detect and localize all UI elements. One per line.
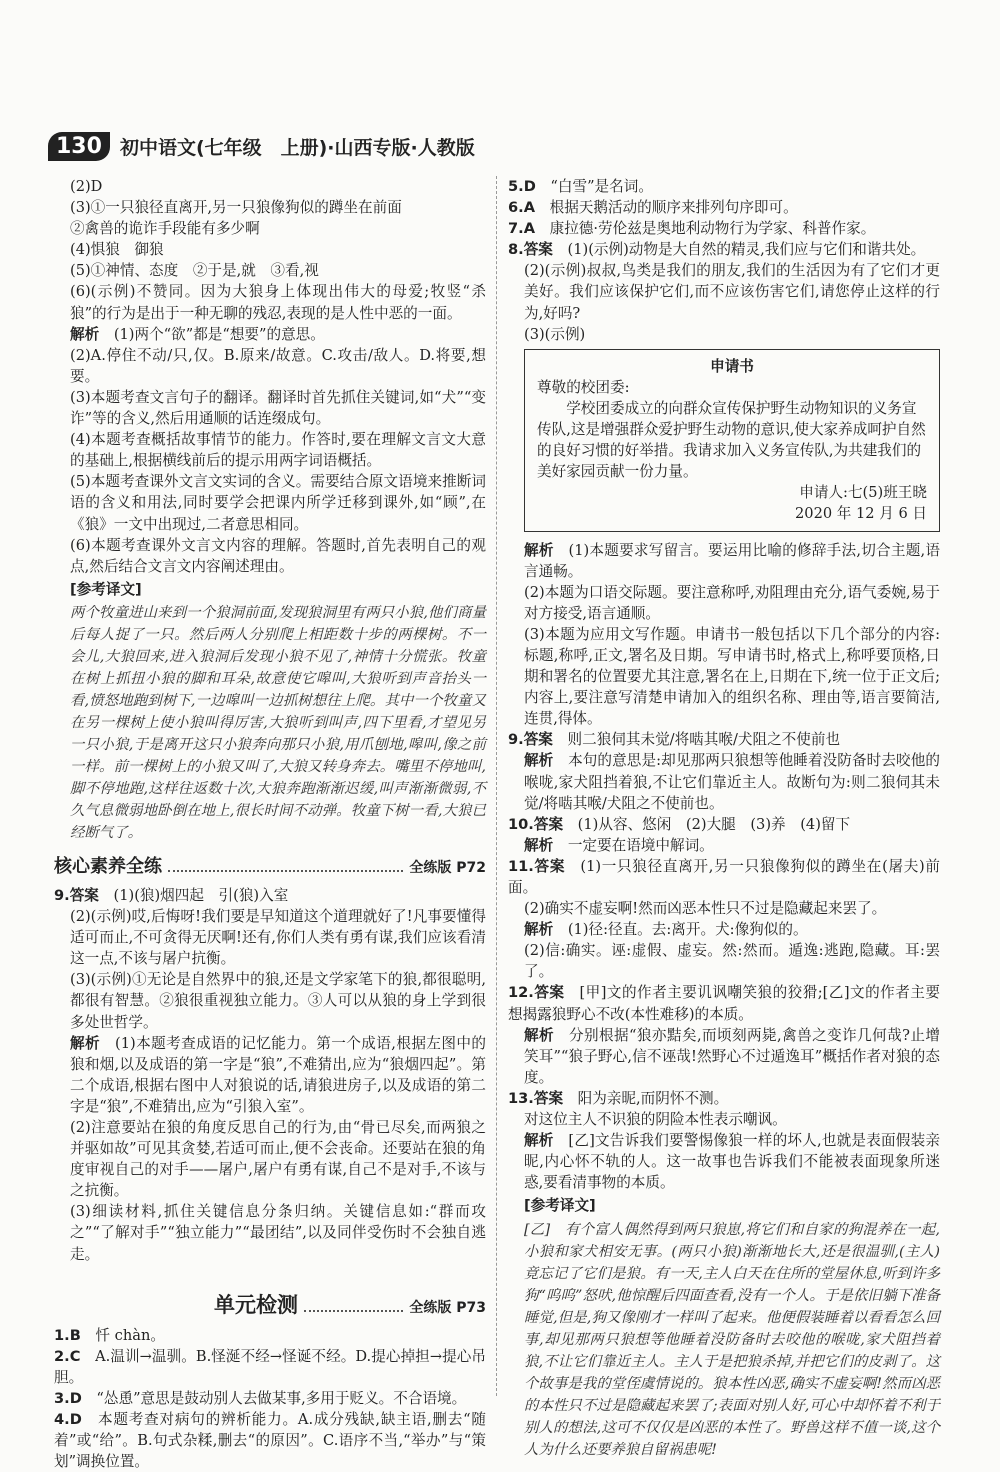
section-ref: 全练版 P73: [409, 1299, 486, 1316]
analysis-line: 解析 (1)本题考查成语的记忆能力。第一个成语,根据左图中的狼和烟,以及成语的第一字是“狼”,不难猜出,应为“狼烟四起”。第二个成语,根据右图中人对狼说的话,请狼进房子,以及成语的第二字是“狼”,不难猜出,应为“引狼入室”。: [70, 1034, 486, 1115]
answer-line: (2)确实不虚妄啊!然而凶恶本性只不过是隐藏起来罢了。: [524, 900, 887, 918]
analysis-line: (2)本题为口语交际题。要注意称呼,劝阻理由充分,语气委婉,易于对方接受,语言通顺。: [524, 583, 940, 622]
question-answer: 5.D “白雪”是名词。: [508, 178, 653, 195]
page-header: [48, 128, 475, 164]
application-letter-box: [524, 349, 940, 532]
section-title: 单元检测: [214, 1292, 298, 1317]
analysis-line: 解析 分别根据“狼亦黠矣,而顷刻两毙,禽兽之变诈几何哉?止增笑耳”“狼子野心,信不诬哉!然野心不过遁逸耳”概括作者对狼的态度。: [524, 1026, 940, 1086]
question-answer: 7.A 康拉德·劳伦兹是奥地利动物行为学家、科普作家。: [508, 220, 876, 238]
answer-line: (3)(示例): [524, 325, 586, 343]
book-title: 初中语文(七年级 上册)·山西专版·人教版: [119, 136, 475, 159]
analysis-line: (2)信:确实。诬:虚假、虚妄。然:然而。遁逸:逃跑,隐藏。耳:罢了。: [524, 942, 940, 981]
analysis-line: (5)本题考查课外文言文实词的含义。需要结合原文语境来推断词语的含义和用法,同时要学会把课内所学迁移到课外,如“顾”,在《狼》一文中出现过,二者意思相同。: [70, 473, 486, 533]
answer-line: (4)惧狼 御狼: [70, 241, 164, 259]
reference-translation-label: [参考译文]: [70, 580, 142, 598]
analysis-line: 解析 [乙]文告诉我们要警惕像狼一样的坏人,也就是表面假装亲昵,内心怀不轨的人。这一故事也告诉我们不能被表面现象所迷惑,要看清事物的本质。: [524, 1132, 940, 1192]
left-column: [54, 176, 486, 1472]
page-number: 130: [48, 132, 110, 161]
letter-greeting: 尊敬的校团委:: [537, 378, 630, 396]
question-answer: 8.答案 (1)(示例)动物是大自然的精灵,我们应与它们和谐共处。: [508, 241, 926, 259]
reference-translation-label: [参考译文]: [524, 1197, 596, 1215]
letter-signature: 申请人:七(5)班王晓: [799, 484, 927, 502]
answer-line: (2)(示例)叔叔,鸟类是我们的朋友,我们的生活因为有了它们才更美好。我们应该保护它们,而不应该伤害它们,请您停止这样的行为,好吗?: [524, 262, 940, 322]
question-answer: 6.A 根据天鹅活动的顺序来排列句序即可。: [508, 199, 798, 217]
section-ref: 全练版 P72: [409, 859, 486, 876]
letter-body: 学校团委成立的向群众宣传保护野生动物知识的义务宣传队,这是增强群众爱护野生动物的意识,使大家养成呵护自然的良好习惯的好举措。我请求加入义务宣传队,为共建我们的美好家园贡献一份力量。: [537, 399, 926, 481]
analysis-label: 解析: [70, 325, 100, 343]
answer-line: (5)①神情、态度 ②于是,就 ③看,视: [70, 262, 319, 280]
answer-line: (3)①一只狼径直离开,另一只狼像狗似的蹲坐在前面: [70, 199, 402, 217]
question-answer: 1.B 忏 chàn。: [54, 1326, 165, 1344]
analysis-line: 解析 一定要在语境中解词。: [524, 836, 714, 854]
reference-translation: 两个牧童进山来到一个狼洞前面,发现狼洞里有两只小狼,他们商量后每人捉了一只。然后两人分别爬上相距数十步的两棵树。不一会儿,大狼回来,进入狼洞后发现小狼不见了,神情十分慌张。牧童在树上抓扭小狼的脚和耳朵,故意使它嗥叫,大狼听到声音抬头一看,愤怒地跑到树下,一边嗥叫一边抓树想往上爬。其中一个牧童又在另一棵树上使小狼叫得厉害,大狼听到叫声,四下里看,才望见另一只小狼,于是离开这只小狼奔向那只小狼,用爪刨地,嗥叫,像之前一样。前一棵树上的小狼又叫了,大狼又转身奔去。嘴里不停地叫,脚不停地跑,这样往返数十次,大狼奔跑渐渐迟缓,叫声渐渐微弱,不久气息微弱地卧倒在地上,很长时间不动弹。牧童下树一看,大狼已经断气了。: [70, 604, 486, 841]
analysis-line: (6)本题考查课外文言文内容的理解。答题时,首先表明自己的观点,然后结合文言文内容阐述理由。: [70, 536, 486, 575]
section-heading-core: [54, 856, 486, 879]
analysis-line: 解析 (1)径:径直。去:离开。犬:像狗似的。: [524, 921, 808, 939]
analysis-line: (3)本题考查文言句子的翻译。翻译时首先抓住关键词,如“犬”“变诈”等的含义,然后用通顺的话连缀成句。: [70, 388, 486, 428]
answer-line: (2)D: [70, 178, 103, 195]
analysis-line: (2)A.停住不动/只,仅。B.原来/故意。C.攻击/敌人。D.将要,想要。: [70, 346, 486, 385]
leader-dots: [168, 870, 403, 872]
analysis-line: 解析 (1)两个“欲”都是“想要”的意思。: [70, 325, 325, 343]
question-answer: 2.C A.温训→温驯。B.怪涎不经→怪诞不经。D.提心掉担→提心吊胆。: [54, 1347, 486, 1386]
leader-dots: [304, 1310, 403, 1312]
question-answer: 9.答案 (1)(狼)烟四起 引(狼)入室: [54, 886, 289, 904]
question-answer: 9.答案 则二狼伺其未觉/将啮其喉/犬阻之不使前也: [508, 731, 841, 749]
analysis-line: (4)本题考查概括故事情节的能力。作答时,要在理解文言文大意的基础上,根据横线前后的提示用两字词语概括。: [70, 431, 486, 470]
answer-line: 对这位主人不识狼的阴险本性表示嘲讽。: [524, 1111, 787, 1129]
analysis-line: 解析 本句的意思是:却见那两只狼想等他睡着没防备时去咬他的喉咙,家犬阻挡着狼,不让它们靠近主人。故断句为:则二狼伺其未觉/将啮其喉/犬阻之不使前也。: [524, 752, 940, 812]
question-answer: 12.答案 [甲]文的作者主要讥讽嘲笑狼的狡猾;[乙]文的作者主要想揭露狼野心不改(本性难移)的本质。: [508, 984, 940, 1023]
right-column: [508, 176, 940, 1461]
section-heading-unit: [54, 1292, 486, 1319]
question-answer: 13.答案 阳为亲昵,而阴怀不测。: [508, 1089, 729, 1107]
question-answer: 10.答案 (1)从容、悠闲 (2)大腿 (3)养 (4)留下: [508, 815, 851, 833]
analysis-line: (3)细读材料,抓住关键信息分条归纳。关键信息如:“群而攻之”“了解对手”“独立能力”“最团结”,以及同伴受伤时不会独自逃走。: [70, 1203, 486, 1263]
answer-line: (3)(示例)①无论是自然界中的狼,还是文学家笔下的狼,都很聪明,都很有智慧。②狼很重视独立能力。③人可以从狼的身上学到很多处世哲学。: [70, 971, 486, 1031]
answer-line: (6)(示例)不赞同。因为大狼身上体现出伟大的母爱;牧竖“杀狼”的行为是出于一种无聊的残忍,表现的是人性中恶的一面。: [70, 283, 486, 322]
question-answer: 11.答案 (1)一只狼径直离开,另一只狼像狗似的蹲坐在(屠夫)前面。: [508, 857, 940, 896]
section-title: 核心素养全练: [54, 855, 162, 877]
analysis-line: (3)本题为应用文写作题。申请书一般包括以下几个部分的内容:标题,称呼,正文,署名及日期。写申请书时,格式上,称呼要顶格,日期和署名的位置要尤其注意,署名在上,日期在下,统一位于正文后;内容上,要注意写清楚申请加入的组织名称、理由等,语言要简洁,连贯,得体。: [524, 625, 940, 728]
analysis-line: (2)注意要站在狼的角度反思自己的行为,由“骨已尽矣,而两狼之并驱如故”可见其贪婪,若适可而止,便不会丧命。还要站在狼的角度审视自己的对手——屠户,屠户有勇有谋,自己不是对手,不该与之抗衡。: [70, 1119, 486, 1200]
question-answer: 3.D “怂恿”意思是鼓动别人去做某事,多用于贬义。不合语境。: [54, 1390, 467, 1408]
letter-date: 2020 年 12 月 6 日: [795, 505, 927, 523]
answer-line: ②禽兽的诡诈手段能有多少啊: [70, 220, 260, 238]
column-divider: [496, 176, 497, 1396]
reference-translation: [乙] 有个富人偶然得到两只狼崽,将它们和自家的狗混养在一起,小狼和家犬相安无事。(两只小狼)渐渐地长大,还是很温驯,(主人)竟忘记了它们是狼。有一天,主人白天在住所的堂屋休息,听到许多狗“呜呜”怒吠,他惊醒后四面查看,没有一个人。于是依旧躺下准备睡觉,但是,狗又像刚才一样叫了起来。他便假装睡着以看看怎么回事,却见那两只狼想等他睡着没防备时去咬他的喉咙,家犬阻挡着狼,不让它们靠近主人。主人于是把狼杀掉,并把它们的皮剥了。这个故事是我的堂侄虞情说的。狼本性凶恶,确实不虚妄啊!然而凶恶的本性只不过是隐藏起来罢了;表面对别人好,可心中却怀着不利于别人的想法,这可不仅仅是凶恶的本性了。野兽这样不值一谈,这个人为什么还要养狼自留祸患呢!: [524, 1221, 940, 1458]
answer-line: (2)(示例)哎,后悔呀!我们要是早知道这个道理就好了!凡事要懂得适可而止,不可贪得无厌啊!还有,你们人类有勇有谋,我们应该看清这一点,不该与屠户抗衡。: [70, 908, 486, 968]
letter-title: 申请书: [710, 357, 754, 375]
analysis-line: 解析 (1)本题要求写留言。要运用比喻的修辞手法,切合主题,语言通畅。: [524, 541, 940, 580]
question-answer: 4.D 本题考查对病句的辨析能力。A.成分残缺,缺主语,删去“随着”或“给”。B.句式杂糅,删去“的原因”。C.语序不当,“举办”与“策划”调换位置。: [54, 1411, 486, 1471]
